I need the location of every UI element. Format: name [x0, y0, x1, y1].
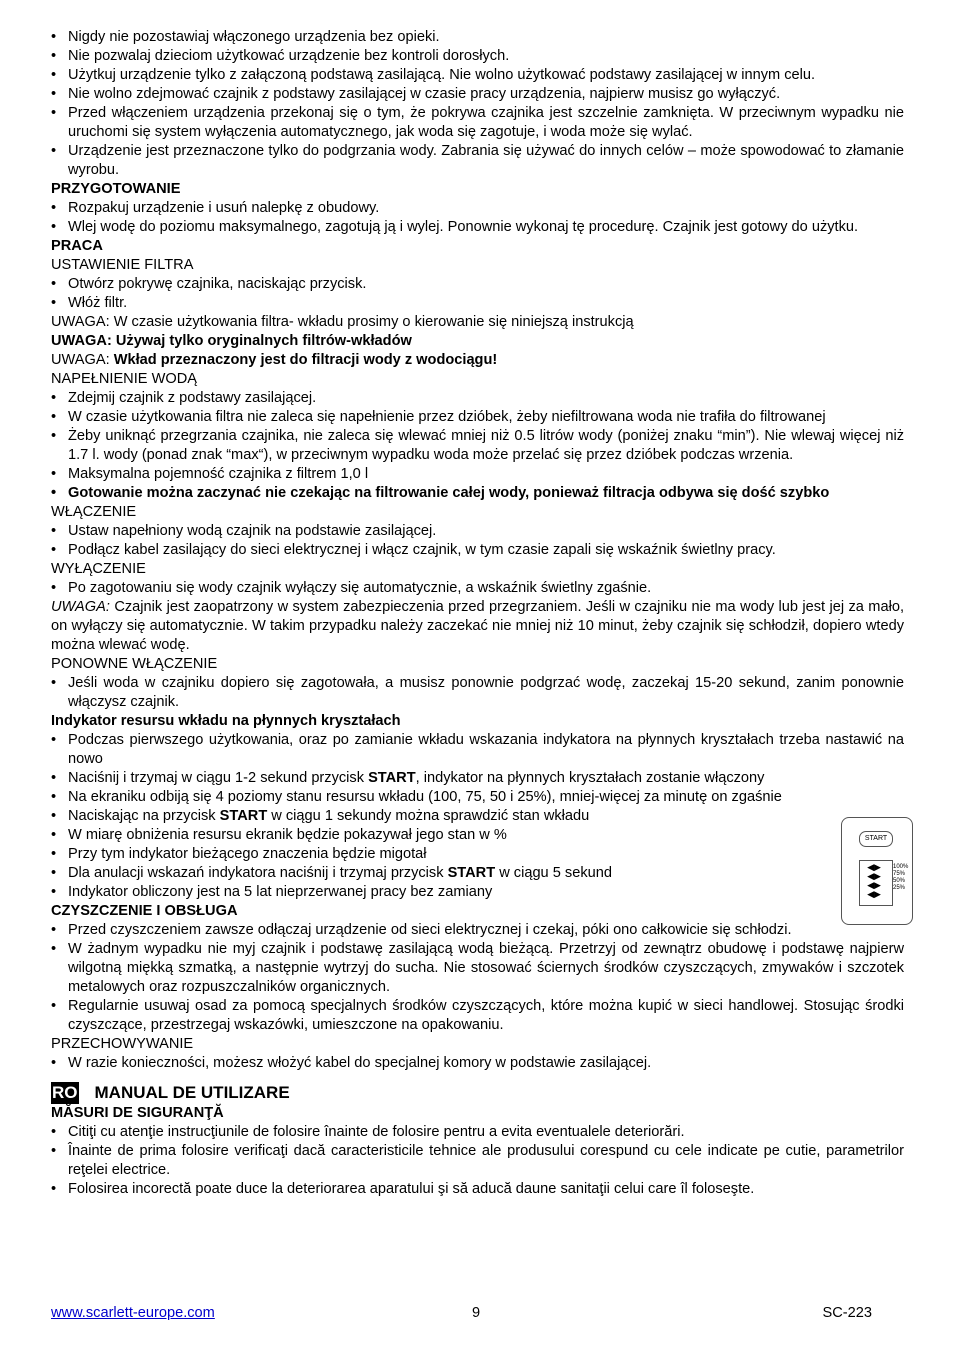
text: w ciągu 1 sekundy można sprawdzić stan wkładu [267, 808, 590, 824]
level-label: 50% [893, 878, 906, 884]
note [51, 351, 904, 370]
arrow-icon: ◀▶ [867, 889, 881, 899]
note-bold: UWAGA: Używaj tylko oryginalnych filtrów-wkładów [51, 333, 412, 349]
note: UWAGA: W czasie użytkowania filtra- wkładu prosimy o kierowanie się niniejszą instrukcją [51, 314, 634, 330]
note-text: Czajnik jest zaopatrzony w system zabezpieczenia przed przegrzaniem. Jeśli w czajniku nie ma wody lub jest jej za mało, on wyłączy się automatycznie. W takim przypadku należy zaczekać nie mniej niż 10 minut, żeby czajnik się schłodził, dopiero wtedy można wlewać wodę. [51, 599, 904, 653]
note-label: UWAGA: [51, 599, 110, 615]
list-item: • W żadnym wypadku nie myj czajnik i podstawę zasilającą wodą bieżącą. Przetrzyj od zewnątrz obudowę i podstawę najpierw wilgotną miękką szmatką, a następnie wytrzyj do sucha. Nie stosować ściernych środków czyszczących, zmywaków i szczotek metalowych oraz rozpuszczalników organicznych. [51, 940, 904, 997]
text: , indykator na płynnych kryształach zostanie włączony [415, 770, 765, 786]
subheading-off: WYŁĄCZENIE [51, 561, 146, 577]
device-start-button: START [859, 831, 893, 847]
section-heading-przygotowanie: PRZYGOTOWANIE [51, 181, 181, 197]
list-item [51, 864, 904, 883]
list-item: • Regularnie usuwaj osad za pomocą specjalnych środków czyszczących, które można kupić w sieci handlowej. Stosując środki czyszczące, przestrzegaj wskazówki, umieszczone na opakowaniu. [51, 997, 904, 1035]
list-item: • Rozpakuj urządzenie i usuń nalepkę z obudowy. [51, 199, 904, 218]
list-item: • Nie pozwalaj dzieciom użytkować urządzenie bez kontroli dorosłych. [51, 47, 904, 66]
list-item: • Wlej wodę do poziomu maksymalnego, zagotują ją i wylej. Ponownie wykonaj tę procedurę. Czajnik jest gotowy do użytku. [51, 218, 904, 237]
website-link[interactable]: www.scarlett-europe.com [51, 1305, 215, 1321]
page-content [51, 28, 904, 1199]
list-item: • Zdejmij czajnik z podstawy zasilającej. [51, 389, 904, 408]
device-level-labels [893, 864, 908, 892]
list-item: • Jeśli woda w czajniku dopiero się zagotowała, a musisz ponownie podgrzać wodę, zaczekaj 15-20 sekund, zanim ponownie włączysz czajnik. [51, 674, 904, 712]
indicator-device-illustration [841, 817, 913, 925]
subheading-reon: PONOWNE WŁĄCZENIE [51, 656, 218, 672]
level-label: 25% [893, 885, 906, 891]
list-item: • Przy tym indykator bieżącego znaczenia będzie migotał [51, 845, 904, 864]
subheading-filter: USTAWIENIE FILTRA [51, 257, 194, 273]
list-item: • Folosirea incorectă poate duce la deteriorarea aparatului şi să aducă daune sanitaţii celui care îl foloseşte. [51, 1180, 904, 1199]
subheading-on: WŁĄCZENIE [51, 504, 137, 520]
note-label: UWAGA: [51, 352, 114, 368]
level-label: 75% [893, 871, 906, 877]
list-item: • Urządzenie jest przeznaczone tylko do podgrzania wody. Zabrania się używać do innych celów – może spowodować to złamanie wyrobu. [51, 142, 904, 180]
arrow-icon: ◀▶ [867, 880, 881, 890]
model-number: SC-223 [822, 1305, 872, 1321]
list-item: • Maksymalna pojemność czajnika z filtrem 1,0 l [51, 465, 904, 484]
list-item: • W miarę obniżenia resursu ekranik będzie pokazywał jego stan w % [51, 826, 904, 845]
section-heading-indicator: Indykator resursu wkładu na płynnych kryształach [51, 713, 401, 729]
page-footer [51, 1304, 872, 1323]
list-item: • Na ekraniku odbiją się 4 poziomy stanu resursu wkładu (100, 75, 50 i 25%), mniej-więcej za minutę on zgaśnie [51, 788, 846, 807]
list-item: • W razie konieczności, możesz włożyć kabel do specjalnej komory w podstawie zasilającej. [51, 1054, 904, 1073]
note [51, 598, 904, 655]
language-badge: RO [52, 1083, 78, 1102]
list-item [51, 769, 846, 788]
text: Naciskając na przycisk [68, 808, 220, 824]
section-heading-cleaning: CZYSZCZENIE I OBSŁUGA [51, 903, 238, 919]
list-item: • Citiţi cu atenţie instrucţiunile de folosire înainte de folosire pentru a evita eventualele deteriorări. [51, 1123, 904, 1142]
arrow-icon: ◀▶ [867, 862, 881, 872]
list-item [51, 807, 904, 826]
list-item: • Żeby uniknąć przegrzania czajnika, nie zaleca się wlewać mniej niż 0.5 litrów wody (poniżej znaku “min”). Nie wlewaj więcej niż 1.7 l. wody (ponad znak “max“), w przeciwnym wypadku woda może przelać się przez dzióbek podczas wrzenia. [51, 427, 904, 465]
text-bold: START [447, 865, 496, 881]
subheading-fill: NAPEŁNIENIE WODĄ [51, 371, 197, 387]
ro-title [51, 1082, 904, 1104]
list-item: • Gotowanie można zaczynać nie czekając na filtrowanie całej wody, ponieważ filtracja odbywa się dość szybko [51, 484, 904, 503]
text: Naciśnij i trzymaj w ciągu 1-2 sekund przycisk [68, 770, 369, 786]
list-item: • Indykator obliczony jest na 5 lat nieprzerwanej pracy bez zamiany [51, 883, 904, 902]
list-item: • Przed włączeniem urządzenia przekonaj się o tym, że pokrywa czajnika jest szczelnie zamknięta. W przeciwnym wypadku nie uruchomi się system wyłączenia automatycznego, jak woda się zagotuje, i woda może się wylać. [51, 104, 904, 142]
text: w ciągu 5 sekund [495, 865, 612, 881]
text-bold: START [368, 770, 416, 786]
section-heading-praca: PRACA [51, 238, 103, 254]
list-item: • Otwórz pokrywę czajnika, naciskając przycisk. [51, 275, 904, 294]
level-label: 100% [893, 864, 909, 870]
list-item: • Nie wolno zdejmować czajnik z podstawy zasilającej w czasie pracy urządzenia, najpierw musisz go wyłączyć. [51, 85, 904, 104]
list-item: • Înainte de prima folosire verificaţi dacă caracteristicile tehnice ale produsului corespund cu cele indicate pe cutie, parametrilor reţelei electrice. [51, 1142, 904, 1180]
device-level-arrows [862, 861, 886, 900]
list-item: • Podczas pierwszego użytkowania, oraz po zamianie wkładu wskazania indykatora na płynnych kryształach trzeba nastawić na nowo [51, 731, 904, 769]
text: Dla anulacji wskazań indykatora naciśnij i trzymaj przycisk [68, 865, 448, 881]
list-item: • Podłącz kabel zasilający do sieci elektrycznej i włącz czajnik, w tym czasie zapali się wskaźnik świetlny pracy. [51, 541, 904, 560]
list-item: • Nigdy nie pozostawiaj włączonego urządzenia bez opieki. [51, 28, 904, 47]
list-item: • W czasie użytkowania filtra nie zaleca się napełnienie przez dzióbek, żeby niefiltrowana woda nie trafiła do filtrowanej [51, 408, 904, 427]
arrow-icon: ◀▶ [867, 871, 881, 881]
section-heading-storage: PRZECHOWYWANIE [51, 1036, 194, 1052]
manual-title: MANUAL DE UTILIZARE [94, 1083, 290, 1102]
section-heading-ro-safety: MĂSURI DE SIGURANŢĂ [51, 1105, 224, 1121]
list-item: • Przed czyszczeniem zawsze odłączaj urządzenie od sieci elektrycznej i czekaj, póki ono całkowicie się schłodzi. [51, 921, 904, 940]
list-item: • Włóż filtr. [51, 294, 904, 313]
note-text: Wkład przeznaczony jest do filtracji wody z wodociągu! [113, 352, 498, 368]
page-number: 9 [472, 1305, 481, 1321]
list-item: • Po zagotowaniu się wody czajnik wyłączy się automatycznie, a wskaźnik świetlny zgaśnie. [51, 579, 904, 598]
list-item: • Ustaw napełniony wodą czajnik na podstawie zasilającej. [51, 522, 904, 541]
list-item: • Użytkuj urządzenie tylko z załączoną podstawą zasilającą. Nie wolno użytkować podstawy zasilającej w innym celu. [51, 66, 904, 85]
text-bold: START [219, 808, 268, 824]
